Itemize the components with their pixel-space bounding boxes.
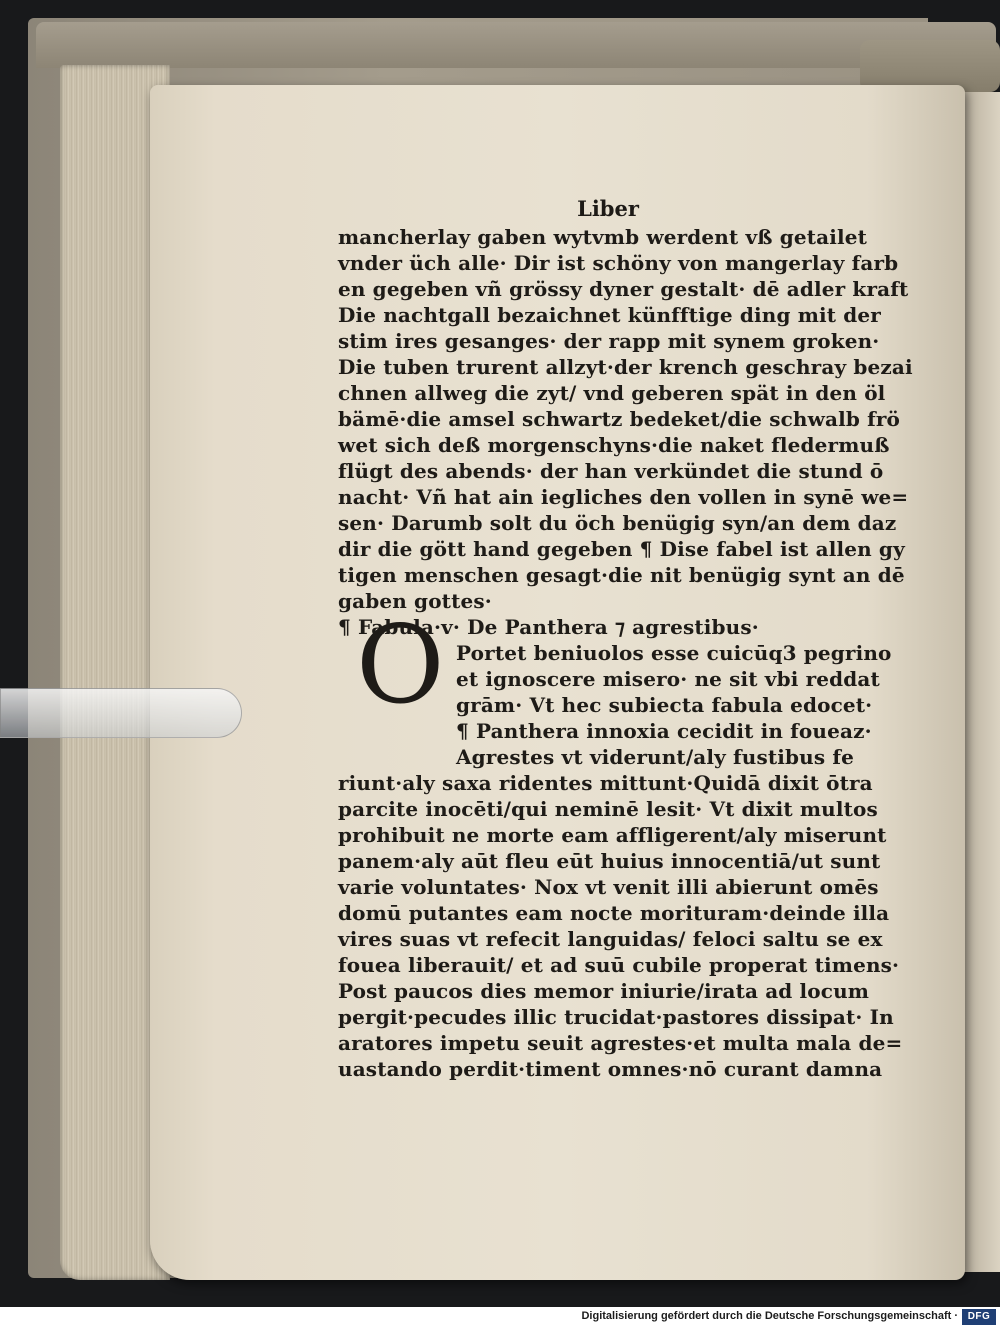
indented-line: ¶ Panthera innoxia cecidit in foueaz· [456,719,872,743]
text-line: stim ires gesanges· der rapp mit synem groken· [338,329,880,353]
text-line: en gegeben vñ grössy dyner gestalt· dē adler kraft [338,277,909,301]
text-line: vires suas vt refecit languidas/ feloci saltu se ex [338,927,883,951]
bookmark-strip [0,688,242,738]
indented-line: Agrestes vt viderunt/aly fustibus fe [456,745,854,769]
text-line: riunt·aly saxa ridentes mittunt·Quidā dixit ōtra [338,771,873,795]
text-block [338,224,913,1082]
text-line: varie voluntates· Nox vt venit illi abierunt omēs [338,875,879,899]
running-headline: Liber [577,196,639,221]
text-line: panem·aly aūt fleu eūt huius innocentiā/ut sunt [338,849,881,873]
text-line: gaben gottes· [338,589,492,613]
text-line: uastando perdit·timent omnes·nō curant damna [338,1057,883,1081]
text-line: flügt des abends· der han verkündet die stund ō [338,459,884,483]
text-line: tigen menschen gesagt·die nit benügig synt an dē [338,563,905,587]
text-line: domū putantes eam nocte morituram·deinde illa [338,901,890,925]
funding-credit: Digitalisierung gefördert durch die Deutsche Forschungsgemeinschaft · [581,1310,958,1322]
indented-line: Portet beniuolos esse cuicūq3 pegrino [456,641,892,665]
text-line: aratores impetu seuit agrestes·et multa mala de= [338,1031,903,1055]
initial-letter: O [356,603,445,728]
text-line: wet sich deß morgenschyns·die naket fledermuß [338,433,890,457]
text-line: chnen allweg die zyt/ vnd geberen spät in den öl [338,381,886,405]
text-line: Die tuben trurent allzyt·der krench geschray bezai [338,355,913,379]
text-line: Die nachtgall bezaichnet künfftige ding mit der [338,303,881,327]
text-line: prohibuit ne morte eam affligerent/aly miserunt [338,823,887,847]
fable-heading: ¶ Fabula·v· De Panthera ⁊ agrestibus· [338,615,759,639]
indented-line: et ignoscere misero· ne sit vbi reddat [456,667,880,691]
dfg-logo: DFG [962,1309,996,1325]
text-line: fouea liberauit/ et ad suū cubile properat timens· [338,953,900,977]
text-line: bämē·die amsel schwartz bedeket/die schwalb frö [338,407,901,431]
text-line: pergit·pecudes illic trucidat·pastores dissipat· In [338,1005,894,1029]
text-line: vnder üch alle· Dir ist schöny von mangerlay farb [338,251,899,275]
text-line: mancherlay gaben wytvmb werdent vß getailet [338,225,867,249]
text-line: dir die gött hand gegeben ¶ Dise fabel ist allen gy [338,537,905,561]
footer-bar [0,1307,1000,1327]
cover-top-edge [36,22,996,68]
text-line: Post paucos dies memor iniurie/irata ad locum [338,979,870,1003]
text-line: parcite inocēti/qui neminē lesit· Vt dixit multos [338,797,878,821]
text-line: nacht· Vñ hat ain iegliches den vollen in synē we= [338,485,909,509]
indented-line: grām· Vt hec subiecta fabula edocet· [456,693,873,717]
text-line: sen· Darumb solt du öch benügig syn/an dem daz [338,511,897,535]
